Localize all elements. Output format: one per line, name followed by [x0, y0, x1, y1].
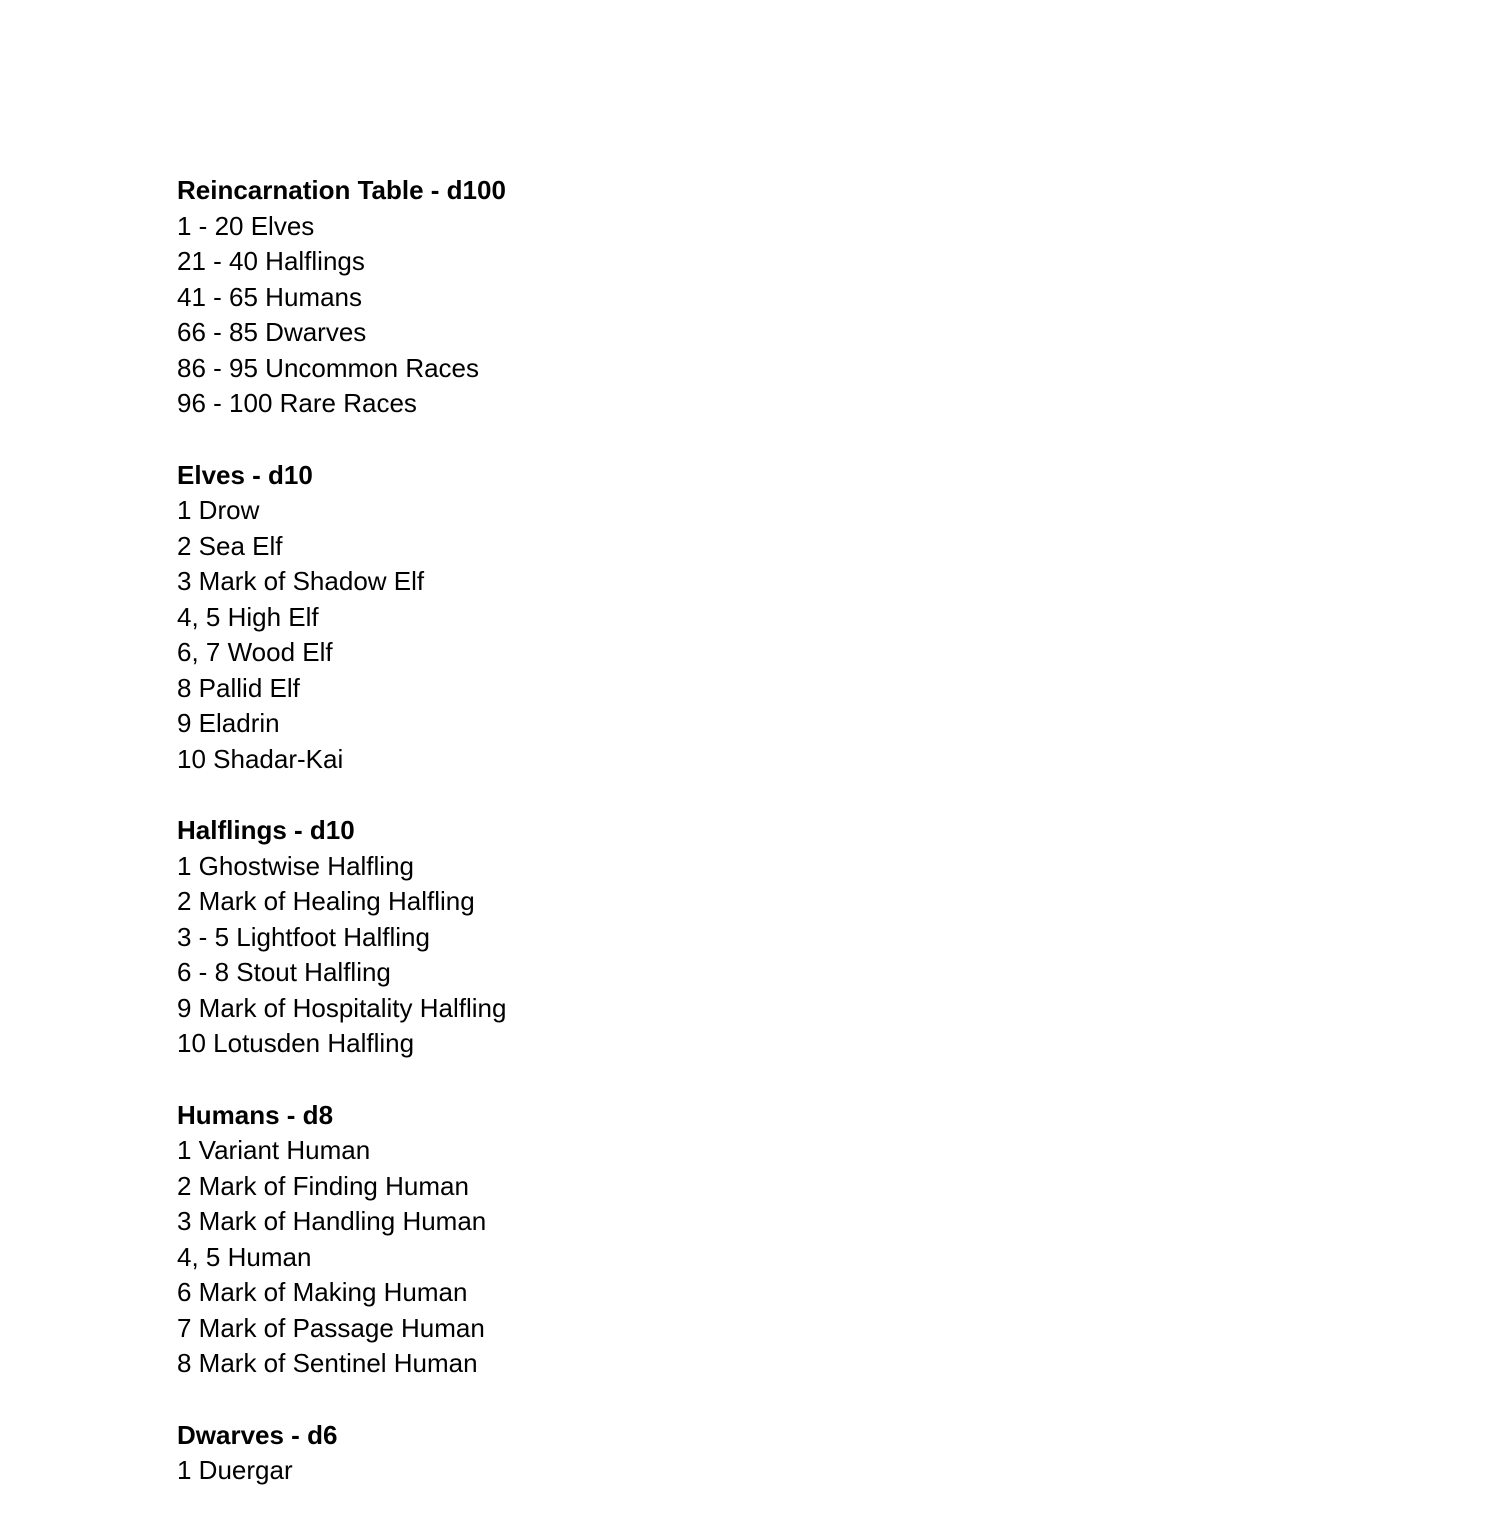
table-row: 7 Mark of Passage Human — [177, 1312, 485, 1343]
table-row: 10 Shadar-Kai — [177, 743, 344, 774]
table-row: 8 Mark of Sentinel Human — [177, 1348, 478, 1378]
table-row: 21 - 40 Halflings — [177, 246, 365, 276]
table-row: 86 - 95 Uncommon Races — [177, 352, 480, 383]
section-halflings — [177, 813, 1377, 1062]
table-row: 96 - 100 Rare Races — [177, 388, 417, 418]
section-heading: Humans - d8 — [177, 1099, 334, 1130]
table-row: 4, 5 Human — [177, 1241, 312, 1272]
table-row: 1 Ghostwise Halfling — [177, 850, 414, 881]
table-row: 2 Sea Elf — [177, 530, 283, 561]
section-heading: Elves - d10 — [177, 459, 313, 490]
section-humans — [177, 1098, 1377, 1382]
section-heading: Dwarves - d6 — [177, 1419, 338, 1450]
table-row: 9 Mark of Hospitality Halfling — [177, 992, 507, 1023]
document-page — [177, 173, 1377, 1525]
section-heading: Reincarnation Table - d100 — [177, 175, 506, 205]
table-row: 66 - 85 Dwarves — [177, 317, 367, 347]
section-dwarves — [177, 1418, 1377, 1489]
table-row: 1 Variant Human — [177, 1135, 371, 1165]
section-heading: Halflings - d10 — [177, 815, 355, 845]
table-row: 8 Pallid Elf — [177, 672, 300, 703]
table-row: 1 - 20 Elves — [177, 210, 315, 241]
table-row: 2 Mark of Finding Human — [177, 1170, 469, 1201]
table-row: 1 Drow — [177, 495, 260, 525]
table-row: 2 Mark of Healing Halfling — [177, 886, 475, 916]
table-row: 6 Mark of Making Human — [177, 1277, 468, 1307]
table-row: 6, 7 Wood Elf — [177, 637, 333, 667]
table-row: 10 Lotusden Halfling — [177, 1028, 415, 1058]
table-row: 3 Mark of Handling Human — [177, 1206, 487, 1236]
table-row: 9 Eladrin — [177, 708, 280, 738]
table-row: 4, 5 High Elf — [177, 601, 319, 632]
table-row: 41 - 65 Humans — [177, 281, 362, 312]
section-elves — [177, 458, 1377, 778]
table-row: 3 - 5 Lightfoot Halfling — [177, 921, 430, 952]
section-reincarnation-table — [177, 173, 1377, 422]
table-row: 6 - 8 Stout Halfling — [177, 957, 391, 987]
table-row: 1 Duergar — [177, 1455, 293, 1485]
table-row: 3 Mark of Shadow Elf — [177, 566, 425, 596]
